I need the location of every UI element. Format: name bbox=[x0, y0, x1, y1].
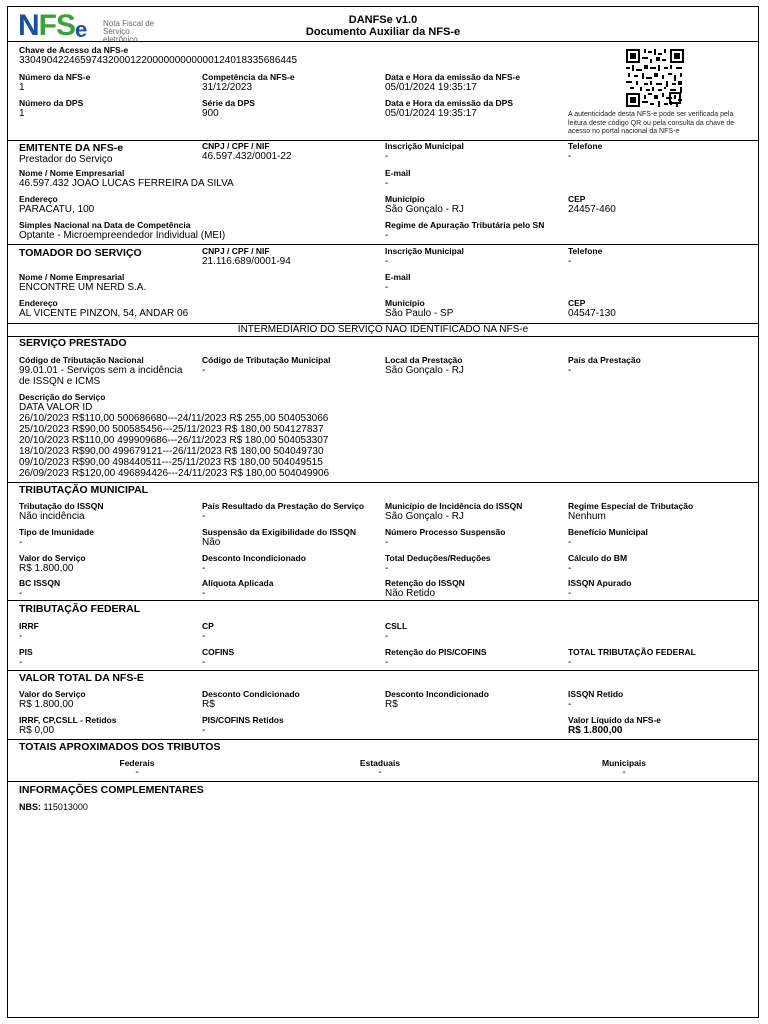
tomador-end-value: AL VICENTE PINZON, 54, ANDAR 06 bbox=[19, 308, 189, 319]
tomador-mun-label: Município bbox=[385, 298, 425, 308]
doc-subtitle: Documento Auxiliar da NFS-e bbox=[305, 26, 461, 38]
desc-line: 26/10/2023 R$110,00 500686680---24/11/2023 R$ 255,00 504053066 bbox=[19, 413, 329, 424]
desc-line: 25/10/2023 R$90,00 500585456---25/11/2023 R$ 180,00 504127837 bbox=[19, 424, 324, 435]
trib-mun-value: Nenhum bbox=[568, 511, 606, 522]
trib-fed-label: TOTAL TRIBUTAÇÃO FEDERAL bbox=[568, 647, 696, 657]
valor-total-value: R$ bbox=[202, 699, 215, 710]
valor-total-value: R$ 1.800,00 bbox=[19, 699, 74, 710]
municipais-value: - bbox=[622, 767, 626, 778]
logo-n: N bbox=[18, 9, 39, 42]
logo-subtitle-2: Serviço eletrônico bbox=[103, 27, 138, 44]
emissao-dps-label: Data e Hora da emissão da DPS bbox=[385, 98, 514, 108]
trib-fed-value: - bbox=[19, 631, 23, 642]
emitente-nome-value: 46.597.432 JOAO LUCAS FERREIRA DA SILVA bbox=[19, 178, 234, 189]
emitente-reg-label: Regime de Apuração Tributária pelo SN bbox=[385, 220, 545, 230]
trib-fed-title: TRIBUTAÇÃO FEDERAL bbox=[19, 603, 141, 615]
desc-line: 26/09/2023 R$120,00 496894426---24/11/2023 R$ 180,00 504049906 bbox=[19, 468, 330, 479]
emissao-nfse-label: Data e Hora da emissão da NFS-e bbox=[385, 72, 521, 82]
trib-mun-label: Suspensão da Exigibilidade do ISSQN bbox=[202, 527, 356, 537]
servico-title: SERVIÇO PRESTADO bbox=[19, 337, 127, 349]
trib-mun-label: Retenção do ISSQN bbox=[385, 578, 465, 588]
local-value: São Gonçalo - RJ bbox=[385, 365, 464, 376]
trib-mun-label: Regime Especial de Tributação bbox=[568, 501, 694, 511]
valor-total-label: IRRF, CP,CSLL - Retidos bbox=[19, 715, 117, 725]
estaduais-value: - bbox=[378, 767, 382, 778]
trib-fed-value: - bbox=[385, 631, 389, 642]
tomador-nome-label: Nome / Nome Empresarial bbox=[19, 272, 125, 282]
emitente-cep-value: 24457-460 bbox=[568, 204, 616, 215]
emitente-subtitle: Prestador do Serviço bbox=[19, 154, 113, 165]
trib-fed-label: CSLL bbox=[385, 621, 408, 631]
tomador-tel-label: Telefone bbox=[568, 246, 603, 256]
tomador-email-value: - bbox=[385, 282, 389, 293]
trib-fed-value: - bbox=[19, 657, 23, 668]
logo-fs: FS bbox=[38, 9, 76, 42]
valor-total-title: VALOR TOTAL DA NFS-E bbox=[19, 672, 144, 684]
trib-mun-value: R$ 1.800,00 bbox=[19, 563, 74, 574]
trib-fed-label: Retenção do PIS/COFINS bbox=[385, 647, 487, 657]
emitente-cep-label: CEP bbox=[568, 194, 586, 204]
nbs-label: NBS: bbox=[19, 802, 41, 812]
pais-value: - bbox=[568, 365, 572, 376]
valor-total-label: Valor do Serviço bbox=[19, 689, 86, 699]
nbs-value: 115013000 bbox=[43, 802, 88, 812]
trib-fed-label: IRRF bbox=[19, 621, 39, 631]
desc-label: Descrição do Serviço bbox=[19, 392, 106, 402]
cod-nac-line1: 99.01.01 - Serviços sem a incidência bbox=[19, 365, 183, 376]
info-title: INFORMAÇÕES COMPLEMENTARES bbox=[19, 784, 204, 796]
nfse-logo bbox=[18, 9, 158, 44]
trib-fed-label: COFINS bbox=[202, 647, 235, 657]
cod-nac-line2: de ISSQN e ICMS bbox=[19, 376, 101, 387]
trib-mun-label: País Resultado da Prestação do Serviço bbox=[202, 501, 365, 511]
cod-mun-value: - bbox=[202, 365, 206, 376]
emitente-tel-value: - bbox=[568, 151, 572, 162]
trib-mun-value: - bbox=[202, 588, 206, 599]
trib-fed-value: - bbox=[568, 657, 572, 668]
federais-label: Federais bbox=[119, 758, 155, 768]
emitente-end-value: PARACATU, 100 bbox=[19, 204, 95, 215]
trib-mun-value: - bbox=[568, 537, 572, 548]
danfse-document bbox=[7, 6, 759, 1018]
trib-mun-value: São Gonçalo - RJ bbox=[385, 511, 464, 522]
trib-mun-label: Número Processo Suspensão bbox=[385, 527, 506, 537]
trib-mun-label: Benefício Municipal bbox=[568, 527, 648, 537]
municipais-label: Municipais bbox=[602, 758, 646, 768]
valor-total-label: Desconto Condicionado bbox=[202, 689, 300, 699]
emitente-sn-value: Optante - Microempreendedor Individual (MEI) bbox=[19, 230, 226, 241]
emitente-im-value: - bbox=[385, 151, 389, 162]
trib-mun-label: Cálculo do BM bbox=[568, 553, 628, 563]
trib-fed-value: - bbox=[385, 657, 389, 668]
emitente-nome-label: Nome / Nome Empresarial bbox=[19, 168, 125, 178]
trib-mun-label: BC ISSQN bbox=[19, 578, 61, 588]
numero-dps-label: Número da DPS bbox=[19, 98, 84, 108]
tomador-cep-value: 04547-130 bbox=[568, 308, 616, 319]
competencia-value: 31/12/2023 bbox=[202, 82, 253, 93]
trib-mun-label: Alíquota Aplicada bbox=[202, 578, 274, 588]
tomador-im-value: - bbox=[385, 256, 389, 267]
trib-mun-label: ISSQN Apurado bbox=[568, 578, 632, 588]
qr-code-icon bbox=[626, 49, 684, 107]
valor-liquido-value: R$ 1.800,00 bbox=[568, 725, 623, 736]
local-label: Local da Prestação bbox=[385, 355, 463, 365]
valor-total-value: - bbox=[202, 725, 206, 736]
desc-line: 20/10/2023 R$110,00 499909686---26/11/2023 R$ 180,00 504053307 bbox=[19, 435, 329, 446]
trib-fed-value: - bbox=[202, 657, 206, 668]
emissao-nfse-value: 05/01/2024 19:35:17 bbox=[385, 82, 477, 93]
emitente-sn-label: Simples Nacional na Data de Competência bbox=[19, 220, 191, 230]
tomador-cep-label: CEP bbox=[568, 298, 586, 308]
desc-line: 09/10/2023 R$90,00 498440511---25/11/2023 R$ 180,00 504049515 bbox=[19, 457, 323, 468]
chave-label: Chave de Acesso da NFS-e bbox=[19, 45, 129, 55]
emitente-cnpj-label: CNPJ / CPF / NIF bbox=[202, 141, 270, 151]
trib-mun-value: - bbox=[568, 563, 572, 574]
trib-mun-value: - bbox=[202, 563, 206, 574]
trib-mun-label: Tipo de Imunidade bbox=[19, 527, 94, 537]
trib-mun-value: Não incidência bbox=[19, 511, 85, 522]
emitente-email-label: E-mail bbox=[385, 168, 411, 178]
estaduais-label: Estaduais bbox=[359, 758, 401, 768]
numero-nfse-label: Número da NFS-e bbox=[19, 72, 91, 82]
trib-fed-label: PIS bbox=[19, 647, 33, 657]
emitente-email-value: - bbox=[385, 178, 389, 189]
emitente-mun-label: Município bbox=[385, 194, 425, 204]
serie-dps-label: Série da DPS bbox=[202, 98, 255, 108]
trib-mun-label: Desconto Incondicionado bbox=[202, 553, 306, 563]
valor-total-label: PIS/COFINS Retidos bbox=[202, 715, 284, 725]
cod-nac-label: Código de Tributação Nacional bbox=[19, 355, 144, 365]
trib-mun-label: Valor do Serviço bbox=[19, 553, 86, 563]
doc-title: DANFSe v1.0 bbox=[348, 14, 418, 26]
valor-liquido-label: Valor Líquido da NFS-e bbox=[568, 715, 662, 725]
desc-line: 18/10/2023 R$90,00 499679121---26/11/2023 R$ 180,00 504049730 bbox=[19, 446, 324, 457]
trib-mun-value: - bbox=[202, 511, 206, 522]
trib-mun-label: Tributação do ISSQN bbox=[19, 501, 104, 511]
desc-line: DATA VALOR ID bbox=[19, 402, 93, 413]
trib-mun-value: Não Retido bbox=[385, 588, 436, 599]
tomador-im-label: Inscrição Municipal bbox=[385, 246, 464, 256]
valor-total-value: - bbox=[568, 699, 572, 710]
logo-e: e bbox=[75, 17, 88, 42]
competencia-label: Competência da NFS-e bbox=[202, 72, 295, 82]
tomador-nome-value: ENCONTRE UM NERD S.A. bbox=[19, 282, 147, 293]
tomador-cnpj-value: 21.116.689/0001-94 bbox=[202, 256, 291, 267]
trib-mun-value: - bbox=[568, 588, 572, 599]
emitente-mun-value: São Gonçalo - RJ bbox=[385, 204, 464, 215]
pais-label: País da Prestação bbox=[568, 355, 641, 365]
trib-mun-label: Município de Incidência do ISSQN bbox=[385, 501, 523, 511]
chave-value: 33049042246597432000122000000000000124018335686445 bbox=[19, 55, 298, 66]
emitente-end-label: Endereço bbox=[19, 194, 58, 204]
trib-fed-value: - bbox=[202, 631, 206, 642]
emitente-tel-label: Telefone bbox=[568, 141, 603, 151]
tomador-end-label: Endereço bbox=[19, 298, 58, 308]
trib-mun-value: - bbox=[19, 537, 23, 548]
serie-dps-value: 900 bbox=[202, 108, 219, 119]
emitente-im-label: Inscrição Municipal bbox=[385, 141, 464, 151]
emitente-reg-value: - bbox=[385, 230, 389, 241]
valor-total-label: Desconto Incondicionado bbox=[385, 689, 489, 699]
trib-mun-label: Total Deduções/Reduções bbox=[385, 553, 491, 563]
tomador-email-label: E-mail bbox=[385, 272, 411, 282]
valor-total-value: R$ 0,00 bbox=[19, 725, 55, 736]
trib-mun-value: - bbox=[385, 537, 389, 548]
valor-total-value: R$ bbox=[385, 699, 398, 710]
nbs-line bbox=[19, 802, 88, 812]
tomador-mun-value: São Paulo - SP bbox=[385, 308, 454, 319]
trib-mun-title: TRIBUTAÇÃO MUNICIPAL bbox=[19, 484, 149, 496]
numero-dps-value: 1 bbox=[19, 108, 25, 119]
emitente-title: EMITENTE DA NFS-e bbox=[19, 142, 124, 154]
valor-total-label: ISSQN Retido bbox=[568, 689, 624, 699]
tomador-title: TOMADOR DO SERVIÇO bbox=[19, 247, 142, 259]
cod-mun-label: Código de Tributação Municipal bbox=[202, 355, 331, 365]
intermediario-notice: INTERMEDIÁRIO DO SERVIÇO NÃO IDENTIFICADO NA NFS-e bbox=[237, 324, 529, 335]
emissao-dps-value: 05/01/2024 19:35:17 bbox=[385, 108, 477, 119]
numero-nfse-value: 1 bbox=[19, 82, 25, 93]
trib-mun-value: - bbox=[19, 588, 23, 599]
trib-mun-value: - bbox=[385, 563, 389, 574]
qr-note: A autenticidade desta NFS-e pode ser verificada pela leitura deste código QR ou pela consulta da chave de acesso no portal nacional da NFS-e bbox=[568, 111, 735, 135]
federais-value: - bbox=[135, 767, 139, 778]
tomador-cnpj-label: CNPJ / CPF / NIF bbox=[202, 246, 270, 256]
tomador-tel-value: - bbox=[568, 256, 572, 267]
trib-fed-label: CP bbox=[202, 621, 214, 631]
emitente-cnpj-value: 46.597.432/0001-22 bbox=[202, 151, 292, 162]
logo-subtitle-1: Nota Fiscal de bbox=[103, 19, 155, 28]
totais-title: TOTAIS APROXIMADOS DOS TRIBUTOS bbox=[19, 741, 221, 753]
trib-mun-value: Não bbox=[202, 537, 221, 548]
